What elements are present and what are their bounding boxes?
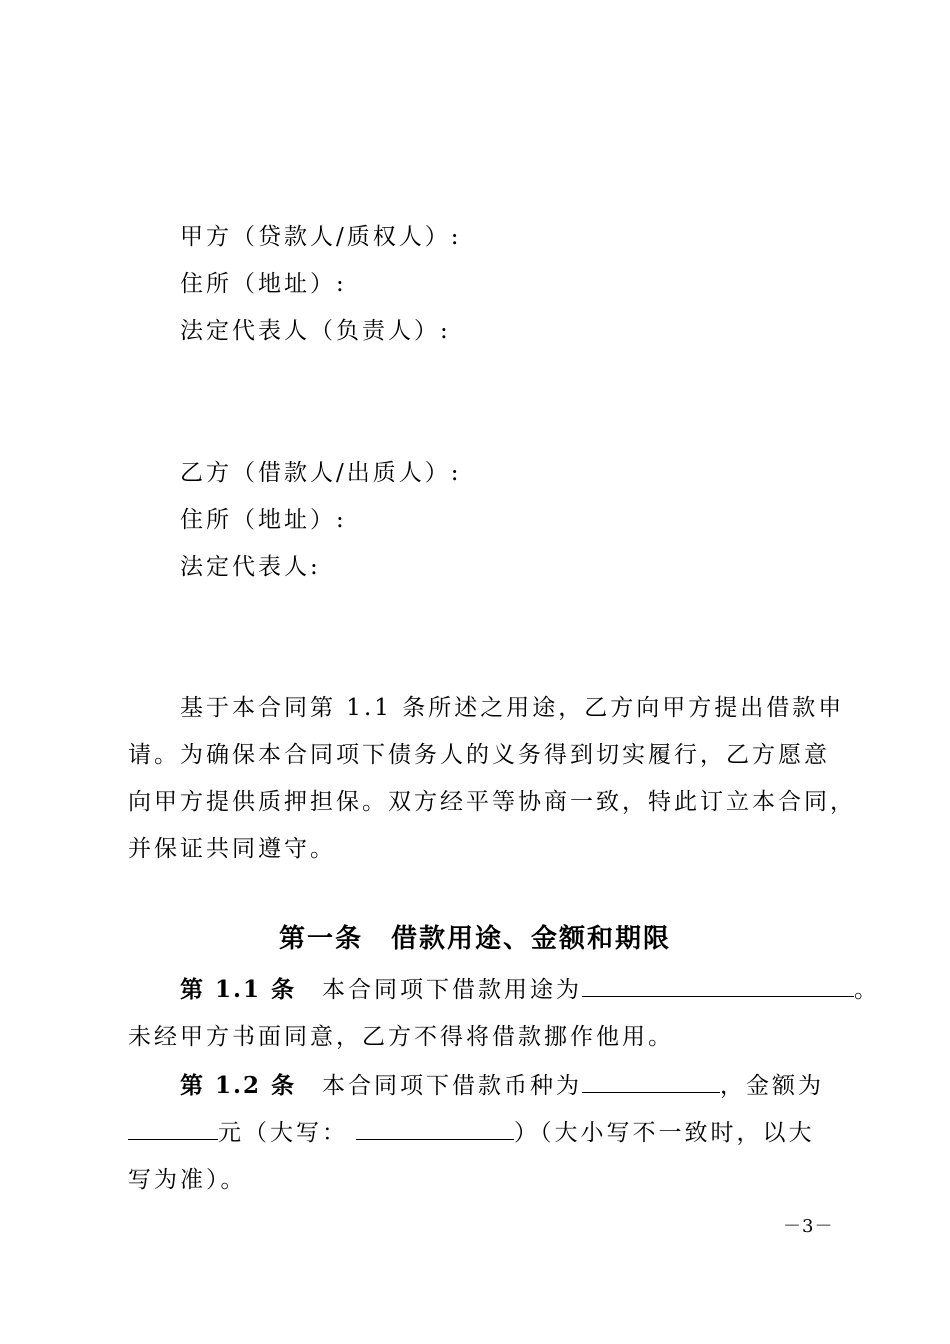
amount-words-blank[interactable] [356,1119,514,1140]
party-b-label: 乙方（借款人/出质人）: [180,460,462,486]
preamble-line: 基于本合同第 1.1 条所述之用途，乙方向甲方提出借款申 [180,695,845,721]
party-b-representative: 法定代表人: [180,554,321,580]
clause-1-1-line2: 未经甲方书面同意，乙方不得将借款挪作他用。 [128,1024,674,1050]
clause-1-2-line2-tail: ）（大小写不一致时，以大 [514,1120,815,1146]
article-1-title: 第一条 借款用途、金额和期限 [278,924,671,954]
preamble-line: 向甲方提供质押担保。双方经平等协商一致，特此订立本合同， [128,789,856,815]
preamble-line: 请。为确保本合同项下债务人的义务得到切实履行，乙方愿意 [128,742,830,768]
clause-1-2-line3: 写为准）。 [128,1167,247,1193]
party-a-representative: 法定代表人（负责人）: [180,318,451,344]
party-a-address: 住所（地址）: [180,271,347,297]
purpose-blank[interactable] [582,976,854,997]
clause-1-2-number: 第 1.2 条 [180,1072,297,1099]
currency-blank[interactable] [582,1072,720,1093]
clause-1-1-number: 第 1.1 条 [180,976,297,1003]
party-a-label: 甲方（贷款人/质权人）: [180,224,462,250]
preamble-line: 并保证共同遵守。 [128,836,336,862]
clause-1-1-text: 本合同项下借款用途为 [322,977,583,1003]
party-b-address: 住所（地址）: [180,507,347,533]
amount-blank[interactable] [128,1119,218,1140]
page-number: －3－ [783,1216,834,1237]
clause-1-2-yuan: 元（大写： [218,1120,348,1146]
clause-1-2-amount-label: ，金额为 [720,1073,825,1099]
clause-1-1-period: 。 [854,977,881,1003]
clause-1-2-text: 本合同项下借款币种为 [322,1073,583,1099]
